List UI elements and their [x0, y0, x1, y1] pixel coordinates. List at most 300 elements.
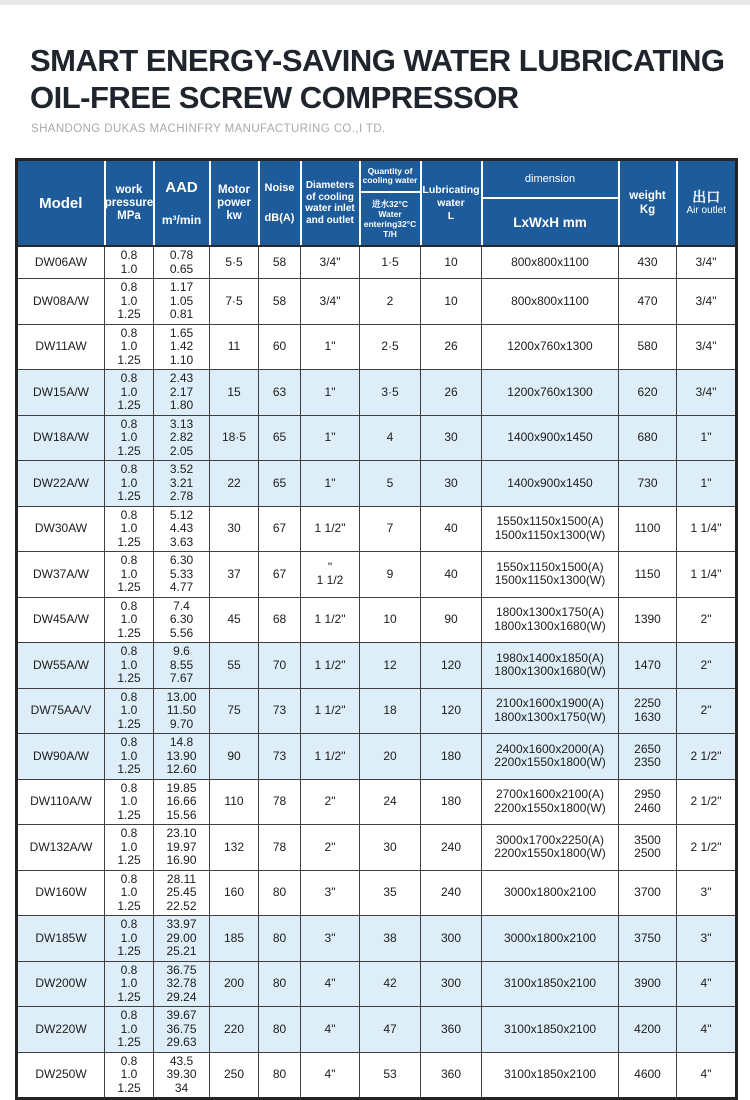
cell-model: DW132A/W — [17, 825, 105, 871]
cell-model: DW18A/W — [17, 415, 105, 461]
cell-noise: 80 — [259, 916, 301, 962]
cell-line: 12.60 — [166, 762, 197, 776]
cell-line: 3/4" — [319, 254, 341, 269]
page-title-line1: SMART ENERGY-SAVING WATER LUBRICATING — [30, 43, 725, 78]
cell-work-pressure — [105, 870, 154, 916]
cell-air-outlet: 4" — [677, 961, 737, 1007]
cell-line: 1.25 — [117, 443, 141, 458]
cell-noise: 58 — [259, 279, 301, 325]
cell-dimension — [482, 246, 619, 279]
cell-line: 16.90 — [166, 853, 197, 867]
cell-lubricating-water: 300 — [421, 916, 482, 962]
cell-line: 3" — [324, 885, 336, 899]
cell-line: 0.8 — [120, 962, 138, 977]
cell-line: 1 1/2" — [314, 748, 346, 763]
cell-lubricating-water: 300 — [421, 961, 482, 1007]
cell-model: DW22A/W — [17, 461, 105, 507]
cell-line: 1.0 — [120, 748, 138, 763]
cell-noise: 78 — [259, 779, 301, 825]
cell-line: 1.25 — [117, 716, 141, 731]
cell-weight — [619, 825, 677, 871]
cell-air-outlet: 1" — [677, 461, 737, 507]
cell-dimension — [482, 779, 619, 825]
cell-line: 1.0 — [120, 657, 138, 672]
cell-line: 1.0 — [120, 976, 138, 990]
cell-line: 1800x1300x1680(W) — [494, 618, 606, 633]
cell-line: 0.8 — [120, 871, 138, 886]
cell-work-pressure — [105, 279, 154, 325]
cell-line: 3100x1850x2100 — [503, 976, 597, 990]
cell-work-pressure — [105, 779, 154, 825]
cell-line: 0.81 — [169, 307, 194, 321]
cell-line: 1.0 — [120, 839, 138, 854]
cell-line: 0.8 — [120, 325, 138, 340]
cell-model: DW250W — [17, 1052, 105, 1099]
cell-air-outlet: 3/4" — [677, 279, 737, 325]
table-row — [17, 734, 737, 780]
cell-line: 6.30 — [169, 612, 194, 626]
cell-aad — [154, 1052, 210, 1099]
cell-line: 0.8 — [120, 462, 138, 476]
cell-line: 1.25 — [117, 580, 141, 594]
cell-line: 1.0 — [120, 885, 138, 899]
cell-line: 25.45 — [166, 885, 197, 899]
cell-line: 1500x1150x1300(W) — [494, 573, 606, 588]
cell-line: 3.21 — [169, 475, 194, 490]
cell-aad — [154, 643, 210, 689]
cell-lubricating-water: 30 — [421, 461, 482, 507]
cell-line: 1.25 — [117, 307, 141, 321]
cell-line: 0.8 — [120, 735, 138, 749]
cell-line: 3.63 — [169, 534, 194, 549]
cell-line: 0.8 — [120, 689, 138, 704]
cell-line: 1800x1300x1750(W) — [494, 709, 606, 724]
cell-model: DW220W — [17, 1007, 105, 1053]
cell-weight — [619, 461, 677, 507]
cell-line: 1" — [324, 475, 336, 490]
cell-cooling-quantity: 1·5 — [360, 246, 421, 279]
cell-cooling-quantity: 2·5 — [360, 324, 421, 370]
cell-line: 1" — [324, 384, 336, 399]
col-header-lubricating-water: Lubricating water L — [421, 160, 482, 247]
cell-line: " — [327, 559, 333, 574]
table-header — [17, 160, 737, 247]
cell-cooling-quantity: 18 — [360, 688, 421, 734]
cell-line: 3/4" — [319, 293, 341, 308]
cell-line: 2200x1550x1800(W) — [494, 846, 606, 861]
cell-dimension — [482, 870, 619, 916]
cell-line: 19.97 — [166, 839, 197, 854]
cell-noise: 67 — [259, 552, 301, 598]
cell-line: 1980x1400x1850(A) — [495, 650, 605, 665]
cell-line: 1400x900x1450 — [507, 475, 593, 490]
cell-weight — [619, 688, 677, 734]
cell-noise: 65 — [259, 415, 301, 461]
cell-air-outlet: 1" — [677, 415, 737, 461]
cell-lubricating-water: 30 — [421, 415, 482, 461]
cell-motor-power: 7·5 — [210, 279, 259, 325]
cell-air-outlet: 2 1/2" — [677, 779, 737, 825]
cell-line: 2100x1600x1900(A) — [495, 696, 605, 711]
cell-line: 0.8 — [120, 917, 138, 931]
cell-air-outlet: 2 1/2" — [677, 734, 737, 780]
cell-cooling-quantity: 53 — [360, 1052, 421, 1099]
spec-table — [15, 158, 738, 1100]
cell-dimension — [482, 415, 619, 461]
cell-dimension — [482, 688, 619, 734]
cell-motor-power: 18·5 — [210, 415, 259, 461]
cell-work-pressure — [105, 324, 154, 370]
cell-line: 1.25 — [117, 807, 141, 822]
top-strip — [0, 0, 750, 5]
cell-line: 1550x1150x1500(A) — [496, 559, 604, 574]
cell-line: 1.25 — [117, 671, 141, 685]
cell-model: DW11AW — [17, 324, 105, 370]
cell-line: 4" — [324, 976, 336, 990]
cell-noise: 80 — [259, 1052, 301, 1099]
cell-line: 3" — [324, 930, 336, 945]
cell-line: 1.25 — [117, 625, 141, 640]
cell-cooling-diameter — [301, 779, 360, 825]
cell-line: 4600 — [634, 1067, 661, 1081]
cell-line: 5.12 — [169, 507, 194, 522]
cell-air-outlet: 2" — [677, 688, 737, 734]
cell-motor-power: 55 — [210, 643, 259, 689]
cell-cooling-diameter — [301, 825, 360, 871]
cell-cooling-quantity: 10 — [360, 597, 421, 643]
table-row — [17, 643, 737, 689]
table-row — [17, 279, 737, 325]
cell-line: 1.25 — [117, 944, 141, 958]
cell-weight — [619, 279, 677, 325]
cell-cooling-quantity: 4 — [360, 415, 421, 461]
cell-weight — [619, 961, 677, 1007]
cell-cooling-diameter — [301, 324, 360, 370]
cell-cooling-quantity: 38 — [360, 916, 421, 962]
cell-aad — [154, 597, 210, 643]
cell-dimension — [482, 825, 619, 871]
col-header-noise: Noise dB(A) — [259, 160, 301, 247]
cell-line: 5.56 — [169, 625, 194, 640]
cell-model: DW55A/W — [17, 643, 105, 689]
cell-line: 6.30 — [169, 553, 194, 567]
cell-line: 2650 — [634, 741, 661, 756]
cell-lubricating-water: 360 — [421, 1007, 482, 1053]
cell-weight — [619, 415, 677, 461]
cell-line: 0.8 — [120, 553, 138, 567]
company-subtitle: SHANDONG DUKAS MACHINFRY MANUFACTURING CO.,I TD. — [31, 123, 386, 135]
cell-line: 1.25 — [117, 1080, 141, 1095]
table-row — [17, 597, 737, 643]
cell-dimension — [482, 370, 619, 416]
cell-line: 0.78 — [169, 248, 194, 262]
cell-dimension — [482, 279, 619, 325]
cell-cooling-quantity: 5 — [360, 461, 421, 507]
table-row — [17, 506, 737, 552]
cell-work-pressure — [105, 506, 154, 552]
cell-line: 2350 — [634, 755, 661, 770]
header-row — [17, 160, 737, 247]
cell-air-outlet: 1 1/4" — [677, 552, 737, 598]
cell-line: 0.8 — [120, 644, 138, 658]
cell-noise: 80 — [259, 1007, 301, 1053]
cell-noise: 65 — [259, 461, 301, 507]
cell-model: DW15A/W — [17, 370, 105, 416]
cell-work-pressure — [105, 461, 154, 507]
cell-line: 33.97 — [166, 917, 197, 931]
cell-aad — [154, 279, 210, 325]
cell-line: 3500 — [634, 832, 661, 847]
cell-line: 29.24 — [166, 989, 197, 1004]
cell-line: 580 — [637, 339, 658, 353]
cell-cooling-quantity: 30 — [360, 825, 421, 871]
cell-noise: 68 — [259, 597, 301, 643]
cell-line: 1.42 — [169, 339, 194, 353]
cell-cooling-diameter — [301, 1007, 360, 1053]
cell-line: 16.66 — [166, 794, 197, 808]
cell-line: 1.0 — [120, 794, 138, 808]
cell-weight — [619, 870, 677, 916]
cell-lubricating-water: 240 — [421, 825, 482, 871]
cell-cooling-quantity: 24 — [360, 779, 421, 825]
cell-motor-power: 200 — [210, 961, 259, 1007]
cell-noise: 67 — [259, 506, 301, 552]
cell-line: 13.00 — [166, 689, 197, 704]
col-header-work-pressure: work pressure MPa — [105, 160, 154, 247]
cell-cooling-quantity: 42 — [360, 961, 421, 1007]
cell-motor-power: 110 — [210, 779, 259, 825]
cell-aad — [154, 370, 210, 416]
cell-cooling-diameter — [301, 370, 360, 416]
cell-line: 1.65 — [169, 325, 194, 340]
cell-aad — [154, 506, 210, 552]
cell-line: 3000x1800x2100 — [503, 885, 597, 899]
cell-line: 1800x1300x1750(A) — [495, 605, 605, 620]
cell-line: 1.0 — [120, 1067, 138, 1081]
cell-line: 36.75 — [166, 962, 197, 977]
cell-line: 3.13 — [169, 416, 194, 431]
cell-line: 2250 — [634, 696, 661, 711]
cell-line: 1.17 — [169, 280, 194, 294]
cell-line: 29.63 — [166, 1035, 197, 1049]
cell-aad — [154, 825, 210, 871]
cell-line: 2" — [324, 839, 336, 854]
cell-noise: 63 — [259, 370, 301, 416]
cell-dimension — [482, 552, 619, 598]
cell-work-pressure — [105, 246, 154, 279]
table-row — [17, 825, 737, 871]
cell-line: 2700x1600x2100(A) — [495, 787, 605, 802]
cell-line: 1200x760x1300 — [507, 339, 593, 353]
cell-cooling-quantity: 47 — [360, 1007, 421, 1053]
cell-line: 1150 — [634, 566, 661, 581]
cell-work-pressure — [105, 825, 154, 871]
cell-line: 19.85 — [166, 780, 197, 795]
cell-work-pressure — [105, 961, 154, 1007]
cell-air-outlet: 4" — [677, 1007, 737, 1053]
cell-line: 1.0 — [120, 1021, 138, 1036]
cell-cooling-diameter — [301, 643, 360, 689]
table-row — [17, 1052, 737, 1099]
cell-line: 800x800x1100 — [511, 293, 589, 308]
cell-line: 1.0 — [120, 339, 138, 353]
cell-line: 39.30 — [166, 1067, 197, 1081]
cell-line: 800x800x1100 — [511, 254, 589, 269]
cell-model: DW90A/W — [17, 734, 105, 780]
cell-line: 1470 — [634, 657, 661, 672]
col-header-dimension: dimension LxWxH mm — [482, 160, 619, 247]
cell-line: 32.78 — [166, 976, 197, 990]
cell-weight — [619, 552, 677, 598]
col-header-motor-power: Motor power kw — [210, 160, 259, 247]
cell-dimension — [482, 324, 619, 370]
col-header-cooling-quantity: Quantity of cooling water 进水32°C Water entering32°C T/H — [360, 160, 421, 247]
cell-line: 1 1/2" — [314, 521, 346, 535]
cell-motor-power: 185 — [210, 916, 259, 962]
col-header-model: Model — [17, 160, 105, 247]
cell-line: 36.75 — [166, 1021, 197, 1036]
cell-line: 2" — [324, 794, 336, 808]
cell-line: 5.33 — [169, 566, 194, 581]
cell-motor-power: 160 — [210, 870, 259, 916]
cell-cooling-quantity: 7 — [360, 506, 421, 552]
cell-noise: 70 — [259, 643, 301, 689]
cell-work-pressure — [105, 916, 154, 962]
col-header-weight: weight Kg — [619, 160, 677, 247]
cell-lubricating-water: 90 — [421, 597, 482, 643]
cell-line: 1 1/2 — [316, 573, 344, 588]
cell-aad — [154, 1007, 210, 1053]
cell-line: 0.8 — [120, 248, 138, 262]
cell-line: 1.0 — [120, 703, 138, 717]
cell-line: 2460 — [634, 800, 661, 815]
cell-line: 3100x1850x2100 — [503, 1067, 597, 1081]
cell-air-outlet: 1 1/4" — [677, 506, 737, 552]
cell-air-outlet: 3/4" — [677, 370, 737, 416]
cell-line: 1800x1300x1680(W) — [494, 664, 606, 679]
cell-noise: 80 — [259, 961, 301, 1007]
cell-cooling-quantity: 35 — [360, 870, 421, 916]
cell-aad — [154, 688, 210, 734]
cell-line: 1.25 — [117, 489, 141, 503]
cell-line: 0.8 — [120, 1053, 138, 1068]
cell-motor-power: 132 — [210, 825, 259, 871]
cell-line: 3700 — [634, 885, 661, 899]
cell-noise: 78 — [259, 825, 301, 871]
cell-line: 34 — [174, 1080, 189, 1095]
table-row — [17, 688, 737, 734]
cell-line: 4.43 — [169, 521, 194, 535]
cell-line: 0.8 — [120, 371, 138, 385]
table-row — [17, 415, 737, 461]
cell-model: DW45A/W — [17, 597, 105, 643]
cell-line: 1100 — [634, 521, 661, 535]
cell-line: 0.8 — [120, 280, 138, 294]
cell-line: 1200x760x1300 — [507, 384, 593, 399]
cell-motor-power: 75 — [210, 688, 259, 734]
cell-line: 1 1/2" — [314, 703, 346, 717]
cell-weight — [619, 734, 677, 780]
cell-work-pressure — [105, 552, 154, 598]
cell-cooling-diameter — [301, 870, 360, 916]
cell-line: 1.25 — [117, 989, 141, 1004]
cell-line: 1.0 — [120, 566, 138, 581]
cell-lubricating-water: 40 — [421, 506, 482, 552]
cell-weight — [619, 370, 677, 416]
cell-line: 4200 — [634, 1021, 661, 1036]
cell-aad — [154, 734, 210, 780]
cell-line: 1.05 — [169, 293, 194, 308]
cell-lubricating-water: 180 — [421, 734, 482, 780]
cell-model: DW185W — [17, 916, 105, 962]
cell-line: 4" — [324, 1021, 336, 1036]
cell-weight — [619, 1007, 677, 1053]
cell-line: 13.90 — [166, 748, 197, 763]
table-row — [17, 370, 737, 416]
table-row — [17, 324, 737, 370]
cell-work-pressure — [105, 370, 154, 416]
cell-line: 2200x1550x1800(W) — [494, 800, 606, 815]
cell-line: 4" — [324, 1067, 336, 1081]
cell-line: 0.8 — [120, 826, 138, 840]
cell-air-outlet: 2 1/2" — [677, 825, 737, 871]
cell-line: 9.70 — [169, 716, 194, 731]
cell-dimension — [482, 461, 619, 507]
cell-line: 3.52 — [169, 462, 194, 476]
cell-cooling-diameter — [301, 961, 360, 1007]
cell-motor-power: 45 — [210, 597, 259, 643]
cell-air-outlet: 2" — [677, 597, 737, 643]
cell-line: 11.50 — [166, 703, 197, 717]
cell-motor-power: 30 — [210, 506, 259, 552]
cell-line: 1.0 — [120, 293, 138, 308]
cell-line: 1.25 — [117, 534, 141, 549]
cell-cooling-diameter — [301, 279, 360, 325]
cell-weight — [619, 1052, 677, 1099]
cell-cooling-quantity: 2 — [360, 279, 421, 325]
cell-noise: 80 — [259, 870, 301, 916]
cell-lubricating-water: 40 — [421, 552, 482, 598]
cell-aad — [154, 461, 210, 507]
cell-model: DW37A/W — [17, 552, 105, 598]
cell-cooling-diameter — [301, 552, 360, 598]
table-row — [17, 779, 737, 825]
cell-line: 3000x1700x2250(A) — [495, 832, 605, 847]
cell-line: 0.8 — [120, 1008, 138, 1022]
cell-line: 1.0 — [120, 475, 138, 490]
cell-lubricating-water: 26 — [421, 324, 482, 370]
cell-cooling-diameter — [301, 597, 360, 643]
cell-lubricating-water: 26 — [421, 370, 482, 416]
cell-line: 39.67 — [166, 1008, 197, 1022]
cell-model: DW200W — [17, 961, 105, 1007]
cell-weight — [619, 779, 677, 825]
cell-aad — [154, 961, 210, 1007]
cell-line: 2950 — [634, 787, 661, 802]
table-row — [17, 1007, 737, 1053]
cell-line: 1.0 — [120, 521, 138, 535]
cell-air-outlet: 3/4" — [677, 324, 737, 370]
page-title — [30, 42, 750, 116]
cell-dimension — [482, 506, 619, 552]
cell-motor-power: 15 — [210, 370, 259, 416]
cell-line: 2.78 — [169, 489, 194, 503]
table-body — [17, 246, 737, 1099]
cell-line: 1 1/2" — [314, 657, 346, 672]
table-row — [17, 246, 737, 279]
cell-lubricating-water: 10 — [421, 246, 482, 279]
cell-lubricating-water: 120 — [421, 643, 482, 689]
